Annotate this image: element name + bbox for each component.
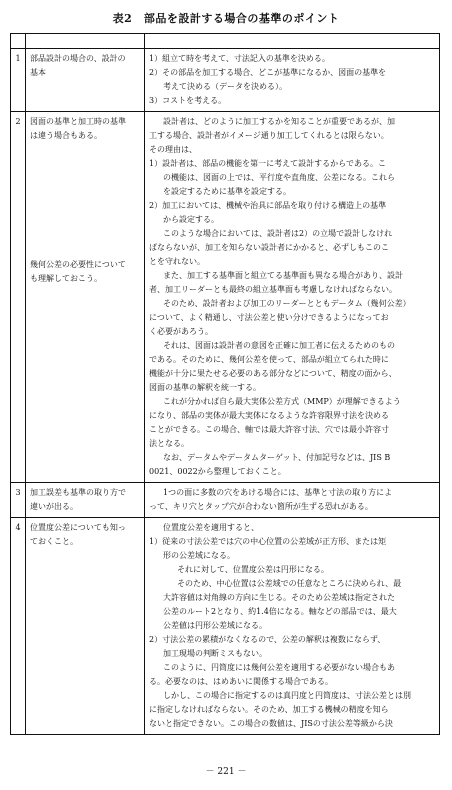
header-cell-topic (26, 34, 145, 49)
table-body (11, 49, 440, 735)
detail-line: 1）従来の寸法公差では穴の中心位置の公差域が正方形、または矩 (149, 537, 387, 546)
row-number: 2 (11, 112, 26, 483)
detail-line: それは、図面は設計者の意図を正確に加工者に伝えるためのもの (163, 341, 395, 350)
detail-line: 図面の基準の解釈を統一する。 (149, 383, 261, 392)
detail-line: 1）設計者は、部品の機能を第一に考えて設計するからである。こ (149, 159, 387, 168)
topic-line: 違いが出る。 (30, 502, 78, 511)
detail-line: から設定する。 (163, 215, 219, 224)
detail-line: である。そのために、幾何公差を使って、部品が組立てられた時に (149, 355, 389, 364)
row-number: 3 (11, 483, 26, 518)
detail-line: それに対して、位置度公差は円形になる。 (177, 565, 329, 574)
detail-line: 者、加工リーダーとも最終の組立基準面も考慮しなければならない。 (149, 285, 397, 294)
detail-line: 設計者は、どのように加工するかを知ることが重要であるが、加 (163, 117, 395, 126)
header-row (11, 34, 440, 49)
row-detail (145, 518, 440, 735)
header-cell-num (11, 34, 26, 49)
points-table (10, 33, 440, 735)
topic-line: 加工誤差も基準の取り方で (30, 488, 126, 497)
detail-line: に指定しなければならない。そのため、加工する機械の精度を知ら (149, 705, 389, 714)
detail-line: 考えて決める（データを決める）。 (163, 82, 287, 91)
detail-line: 形の公差域になる。 (163, 551, 235, 560)
row-number: 1 (11, 49, 26, 112)
detail-line: の機能は、図面の上では、平行度や直角度、公差になる。これら (163, 173, 395, 182)
detail-line: 公差のルート2となり、約1.4倍になる。軸などの部品では、最大 (163, 607, 397, 616)
detail-line: を設定するために基準を設定する。 (163, 187, 291, 196)
detail-line: 3）コストを考える。 (149, 96, 227, 105)
detail-line: く必要があろう。 (149, 327, 213, 336)
topic-line: 図面の基準と加工時の基準 (30, 117, 126, 126)
topic-line: は違う場合もある。 (30, 131, 102, 140)
detail-line: って、キリ穴とタップ穴が合わない箇所が生ずる恐れがある。 (149, 502, 373, 511)
row-detail (145, 483, 440, 518)
detail-line: とを守れない。 (149, 257, 205, 266)
topic-line: 位置度公差についても知っ (30, 523, 126, 532)
detail-line: このような場合においては、設計者は2）の立場で設計しなけれ (163, 229, 393, 238)
detail-line: 1）組立て時を考えて、寸法記入の基準を決める。 (149, 54, 330, 63)
topic-line: 基本 (30, 68, 46, 77)
topic-line: も理解しておこう。 (30, 274, 102, 283)
detail-line: 2）その部品を加工する場合、どこが基準になるか、図面の基準を (149, 68, 387, 77)
detail-line: 2）寸法公差の累積がなくなるので、公差の解釈は複数にならず、 (149, 635, 386, 644)
row-topic (26, 483, 145, 518)
detail-line: になり、部品の実体が最大実体になるような許容限界寸法を決める (149, 411, 389, 420)
detail-line: そのため、設計者および加工のリーダーとともデータム（幾何公差） (163, 299, 411, 308)
detail-line: これが分かれば自ら最大実体公差方式（MMP）が理解できるよう (163, 397, 401, 406)
detail-line: 1つの面に多数の穴をあける場合には、基準と寸法の取り方によ (163, 488, 393, 497)
detail-line: しかし、この場合に指定するのは真円度と円筒度は、寸法公差とは別 (163, 691, 411, 700)
topic-line: 幾何公差の必要性について (30, 260, 126, 269)
detail-line: このように、円筒度には幾何公差を適用する必要がない場合もあ (163, 663, 395, 672)
topic-line: ておくこと。 (30, 537, 78, 546)
detail-line: また、加工する基準面と組立てる基準面も異なる場合があり、設計 (163, 271, 403, 280)
detail-line: ないと指定できない。この場合の数値は、JISの寸法公差等級から決 (149, 719, 393, 728)
table-row (11, 518, 440, 735)
detail-line: そのため、中心位置は公差域での任意なところに決められ、最 (177, 579, 402, 588)
detail-line: その理由は、 (149, 145, 197, 154)
detail-line: 機能が十分に果たせる必要のある部分などについて、精度の面から、 (149, 369, 397, 378)
row-detail (145, 112, 440, 483)
detail-line: 工する場合、設計者がイメージ通り加工してくれるとは限らない。 (149, 131, 389, 140)
row-topic (26, 112, 145, 483)
detail-line: 位置度公差を適用すると、 (163, 523, 259, 532)
table-row (11, 49, 440, 112)
detail-line: 加工現場の判断ミスもない。 (163, 649, 267, 658)
header-cell-detail (145, 34, 440, 49)
detail-line: 2）加工においては、機械や治具に部品を取り付ける構造上の基準 (149, 201, 387, 210)
detail-line: について、よく精通し、寸法公差と使い分けできるようになってお (149, 313, 389, 322)
row-detail (145, 49, 440, 112)
topic-subnote (30, 258, 140, 286)
row-topic (26, 49, 145, 112)
detail-line: 0021、0022から整理しておくこと。 (149, 467, 286, 476)
topic-line: 部品設計の場合の、設計の (30, 54, 126, 63)
page-number: － 221 － (205, 767, 247, 777)
table-row (11, 112, 440, 483)
detail-line: ばならないが、加工を知らない設計者にかかると、必ずしもこのこ (149, 243, 389, 252)
detail-line: なお、データムやデータムターゲット、付加記号などは、JIS B (163, 453, 391, 462)
detail-line: 公差値は円形公差域になる。 (163, 621, 267, 630)
table-row (11, 483, 440, 518)
table-title: 表2 部品を設計する場合の基準のポイント (112, 12, 340, 25)
detail-line: ことができる。この場合、軸では最大許容寸法、穴では最小許容寸 (149, 425, 389, 434)
row-number: 4 (11, 518, 26, 735)
row-topic (26, 518, 145, 735)
detail-line: 大許容値は対角線の方向に生じる。そのため公差域は指定された (163, 593, 395, 602)
detail-line: 法となる。 (149, 439, 189, 448)
detail-line: る。必要なのは、はめあいに関係する場合である。 (149, 677, 333, 686)
